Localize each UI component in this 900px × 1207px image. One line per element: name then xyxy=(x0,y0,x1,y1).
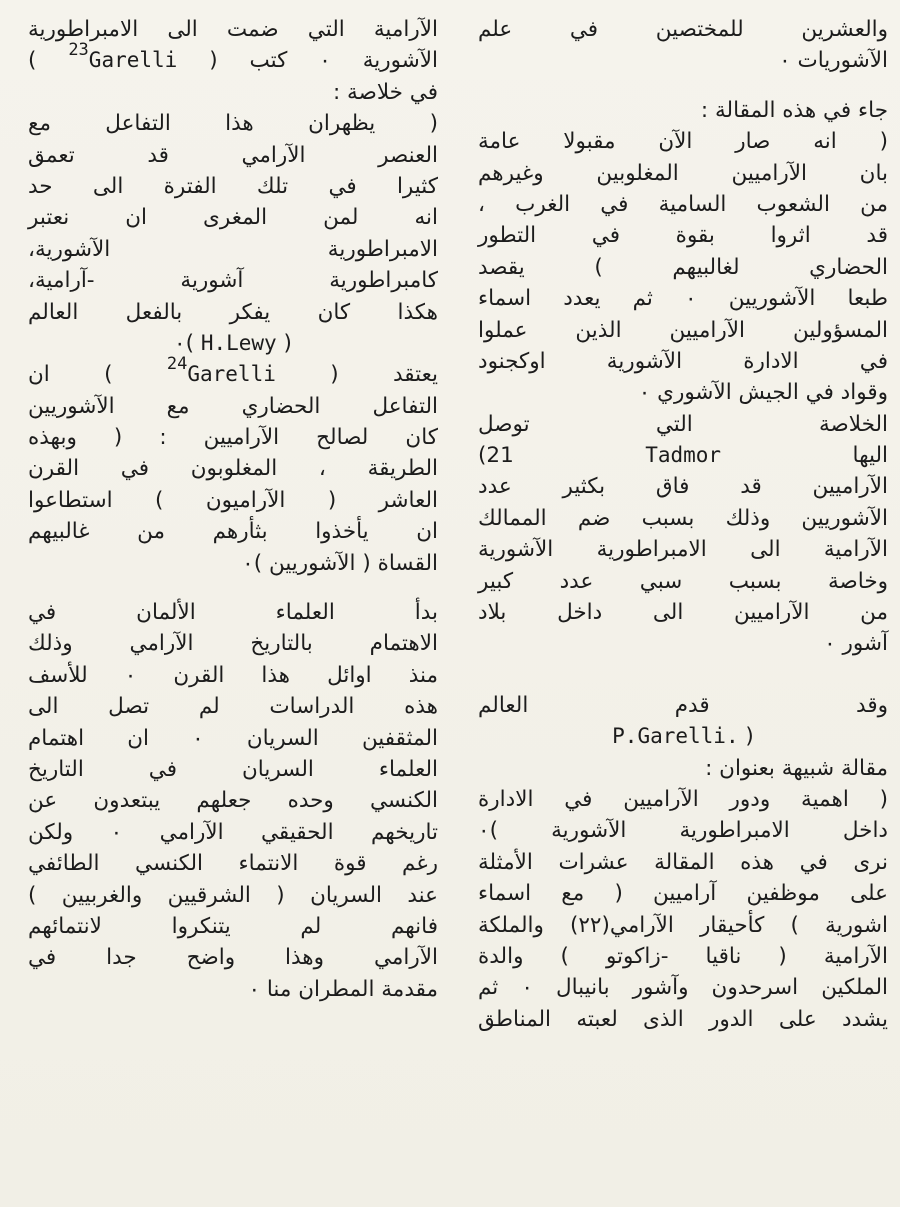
text-line: من الآراميين الى داخل بلاد xyxy=(478,600,888,626)
text-line: القساة ( الآشوريين )٠ xyxy=(242,550,438,576)
text-line: العلماء السريان في التاريخ xyxy=(28,756,438,782)
text-line: ( اهمية ودور الآراميين في الادارة xyxy=(478,786,888,812)
text-line: نرى في هذه المقالة عشرات الأمثلة xyxy=(478,849,888,875)
text-line: الآرامي وهذا واضح جدا في xyxy=(28,945,438,971)
text-fragment: اليها xyxy=(721,443,888,469)
text-line xyxy=(478,721,888,752)
footnote-marker: 24 xyxy=(166,354,188,375)
text-line: آشور ٠ xyxy=(824,631,888,657)
text-line: هذه الدراسات لم تصل الى xyxy=(28,694,438,720)
text-line: الامبراطورية الآشورية، xyxy=(28,236,438,262)
latin-author-name: Tadmor xyxy=(645,443,722,468)
text-fragment: الآشورية ٠ كتب ( xyxy=(177,48,438,74)
left-text-column xyxy=(28,14,438,1197)
text-line: كثيرا في تلك الفترة الى حد xyxy=(28,173,438,199)
text-line: العاشر ( الآراميون ) استطاعوا xyxy=(28,487,438,513)
latin-author-name: H.Lewy xyxy=(200,330,277,355)
text-line: الخلاصة التي توصل xyxy=(478,411,888,437)
text-line: فانهم لم يتنكروا لانتمائهم xyxy=(28,913,438,939)
text-line: يشدد على الدور الذى لعبته المناطق xyxy=(478,1006,888,1032)
text-line: مقدمة المطران منا ٠ xyxy=(248,976,438,1002)
text-line: والعشرين للمختصين في علم xyxy=(478,17,888,42)
text-fragment: ) xyxy=(28,48,69,74)
paragraph-gap xyxy=(28,579,438,597)
text-fragment: ( xyxy=(276,330,292,356)
text-line: الحضاري لغالبيهم ) يقصد xyxy=(478,254,888,280)
latin-author-name: Garelli xyxy=(187,362,276,387)
text-line: ( يظهران هذا التفاعل مع xyxy=(28,111,438,137)
text-line: العنصر الآرامي قد تعمق xyxy=(28,142,438,168)
text-line: انه لمن المغرى ان نعتبر xyxy=(28,205,438,231)
text-line: الآرامية التي ضمت الى الامبراطورية xyxy=(28,17,438,42)
text-line: كامبراطورية آشورية -آرامية، xyxy=(28,268,438,294)
text-line: الملكين اسرحدون وآشور بانيبال ٠ ثم xyxy=(478,975,888,1001)
text-line: بان الآراميين المغلوبين وغيرهم xyxy=(478,160,888,186)
text-line: من الشعوب السامية في الغرب ، xyxy=(478,191,888,217)
text-line: اشورية ) كأحيقار الآرامي(٢٢) والملكة xyxy=(478,912,889,938)
text-fragment: 21) xyxy=(478,443,646,469)
text-fragment: ( xyxy=(738,724,754,750)
text-line: طبعا الآشوريين ٠ ثم يعدد اسماء xyxy=(478,286,888,312)
text-line xyxy=(28,328,438,359)
text-line: عند السريان ( الشرقيين والغربيين ) xyxy=(28,882,438,908)
paragraph-gap xyxy=(478,660,888,690)
text-line: على موظفين آراميين ( مع اسماء xyxy=(478,881,888,907)
text-line: في الادارة الآشورية اوكجنود xyxy=(478,348,888,374)
text-line: وخاصة بسبب سبي عدد كبير xyxy=(478,568,888,594)
text-line: ان يأخذوا بثأرهم من غالبيهم xyxy=(28,519,438,545)
text-fragment: )٠ xyxy=(174,330,201,356)
text-line: رغم قوة الانتماء الكنسي الطائفي xyxy=(28,851,438,877)
text-line: الآشوريين وذلك بسبب ضم الممالك xyxy=(478,505,888,531)
text-line: الآرامية الى الامبراطورية الآشورية xyxy=(478,537,888,563)
latin-author-name: Garelli xyxy=(88,48,178,73)
right-text-column xyxy=(478,14,888,1197)
text-line: قد اثروا بقوة في التطور xyxy=(478,223,888,249)
latin-author-name: P.Garelli. xyxy=(612,724,739,749)
text-line: كان لصالح الآراميين : ( وبهذه xyxy=(28,425,438,451)
text-line: الكنسي وحده جعلهم يبتعدون عن xyxy=(28,788,438,814)
text-line xyxy=(478,440,888,471)
paragraph-gap xyxy=(478,77,888,95)
text-line: التفاعل الحضاري مع الآشوريين xyxy=(28,393,438,419)
text-line: المثقفين السريان ٠ ان اهتمام xyxy=(28,725,438,751)
footnote-marker: 23 xyxy=(68,40,89,61)
text-line: وقد قدم العالم xyxy=(478,692,888,718)
text-line: الآشوريات ٠ xyxy=(779,48,888,74)
text-line xyxy=(28,354,438,390)
text-line: منذ اوائل هذا القرن ٠ للأسف xyxy=(28,662,438,688)
text-line: الاهتمام بالتاريخ الآرامي وذلك xyxy=(28,631,438,657)
text-line: جاء في هذه المقالة : xyxy=(700,97,888,123)
text-line: الآراميين قد فاق بكثير عدد xyxy=(478,474,888,500)
text-line: المسؤولين الآراميين الذين عملوا xyxy=(478,317,888,343)
text-line: في خلاصة : xyxy=(332,79,438,105)
text-line: هكذا كان يفكر بالفعل العالم xyxy=(28,299,438,325)
text-line: بدأ العلماء الألمان في xyxy=(28,600,438,626)
text-fragment: ) ان xyxy=(28,362,167,388)
text-line: داخل الامبراطورية الآشورية )٠ xyxy=(478,818,888,844)
text-line: مقالة شبيهة بعنوان : xyxy=(705,755,888,781)
text-line: الطريقة ، المغلوبون في القرن xyxy=(28,456,438,482)
text-line: تاريخهم الحقيقي الآرامي ٠ ولكن xyxy=(28,819,438,845)
text-line: وقواد في الجيش الآشوري ٠ xyxy=(638,380,888,406)
text-line: ( انه صار الآن مقبولا عامة xyxy=(478,129,888,155)
text-line xyxy=(28,40,438,76)
text-line: الآرامية ( ناقيا -زاكوتو ) والدة xyxy=(478,943,888,969)
text-fragment: يعتقد ( xyxy=(275,362,438,388)
